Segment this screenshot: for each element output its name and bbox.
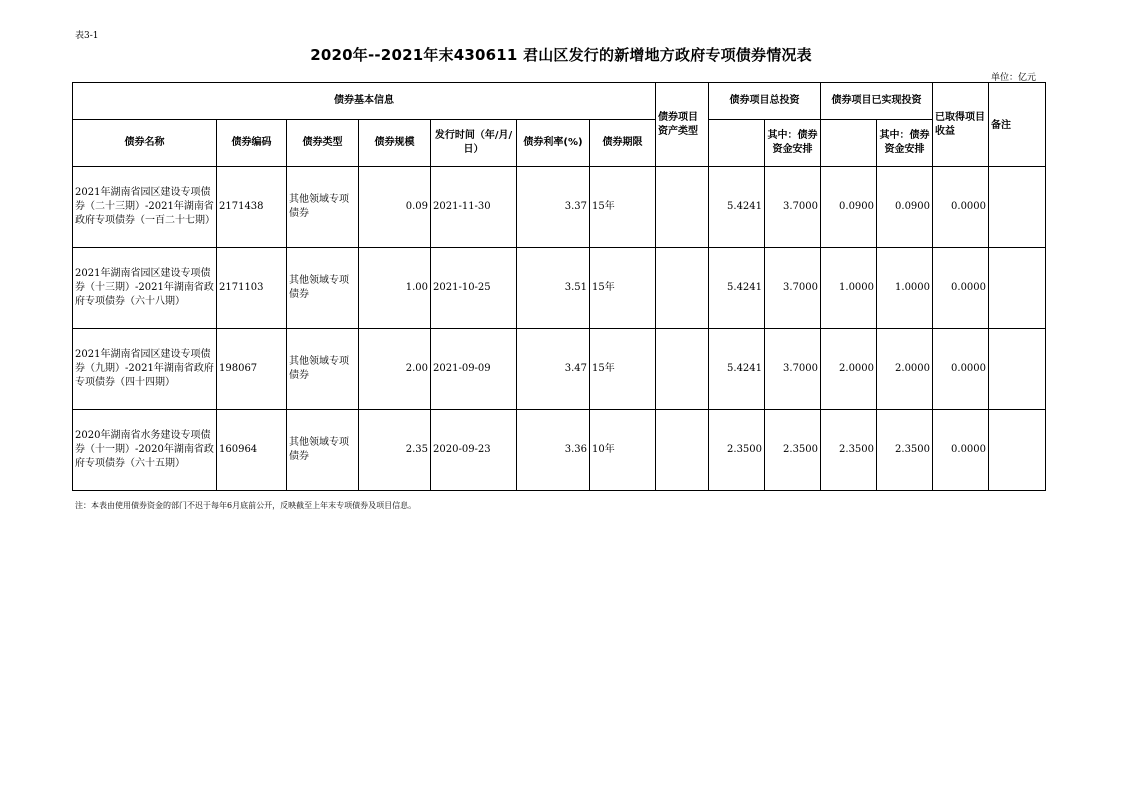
header-row-bottom <box>73 120 1046 167</box>
header-name: 债券名称 <box>73 120 217 167</box>
cell-asset-type <box>656 329 709 410</box>
header-code: 债券编码 <box>217 120 287 167</box>
cell-remarks <box>989 248 1046 329</box>
cell-realized-invest: 2.0000 <box>821 329 877 410</box>
cell-asset-type <box>656 167 709 248</box>
cell-income: 0.0000 <box>933 167 989 248</box>
table-row <box>73 248 1046 329</box>
cell-remarks <box>989 167 1046 248</box>
cell-realized-invest: 1.0000 <box>821 248 877 329</box>
header-term: 债券期限 <box>590 120 656 167</box>
cell-total-bond: 3.7000 <box>765 329 821 410</box>
bond-table <box>72 82 1046 491</box>
cell-date: 2021-09-09 <box>431 329 517 410</box>
cell-name: 2021年湖南省园区建设专项债券（十三期）-2021年湖南省政府专项债券（六十八期） <box>73 248 217 329</box>
unit-label: 单位：亿元 <box>990 73 1036 83</box>
header-asset-type: 债券项目资产类型 <box>656 83 709 167</box>
table-row <box>73 167 1046 248</box>
cell-scale: 2.00 <box>359 329 431 410</box>
cell-code: 198067 <box>217 329 287 410</box>
cell-rate: 3.36 <box>517 410 590 491</box>
cell-realized-bond: 2.3500 <box>877 410 933 491</box>
header-basic-info: 债券基本信息 <box>73 83 656 120</box>
cell-code: 160964 <box>217 410 287 491</box>
cell-term: 10年 <box>590 410 656 491</box>
cell-term: 15年 <box>590 329 656 410</box>
cell-type: 其他领域专项债券 <box>287 329 359 410</box>
cell-scale: 0.09 <box>359 167 431 248</box>
cell-realized-bond: 2.0000 <box>877 329 933 410</box>
cell-total-invest: 5.4241 <box>709 167 765 248</box>
cell-name: 2021年湖南省园区建设专项债券（九期）-2021年湖南省政府专项债券（四十四期） <box>73 329 217 410</box>
cell-realized-invest: 0.0900 <box>821 167 877 248</box>
cell-date: 2021-10-25 <box>431 248 517 329</box>
cell-scale: 1.00 <box>359 248 431 329</box>
page-title: 2020年--2021年末430611 君山区发行的新增地方政府专项债券情况表 <box>310 46 812 64</box>
cell-realized-bond: 1.0000 <box>877 248 933 329</box>
cell-total-bond: 3.7000 <box>765 248 821 329</box>
header-scale: 债券规模 <box>359 120 431 167</box>
table-row <box>73 329 1046 410</box>
cell-rate: 3.37 <box>517 167 590 248</box>
cell-remarks <box>989 329 1046 410</box>
cell-type: 其他领域专项债券 <box>287 167 359 248</box>
header-realized-of-which: 其中：债券资金安排 <box>877 120 933 167</box>
cell-total-bond: 3.7000 <box>765 167 821 248</box>
cell-income: 0.0000 <box>933 410 989 491</box>
cell-realized-invest: 2.3500 <box>821 410 877 491</box>
sheet-tag: 表3-1 <box>75 31 99 41</box>
cell-type: 其他领域专项债券 <box>287 248 359 329</box>
header-rate: 债券利率(%) <box>517 120 590 167</box>
header-issue-date: 发行时间（年/月/日） <box>431 120 517 167</box>
cell-remarks <box>989 410 1046 491</box>
header-total-invest: 债券项目总投资 <box>709 83 821 120</box>
cell-code: 2171103 <box>217 248 287 329</box>
cell-total-bond: 2.3500 <box>765 410 821 491</box>
cell-name: 2021年湖南省园区建设专项债券（二十三期）-2021年湖南省政府专项债券（一百二十七期） <box>73 167 217 248</box>
cell-total-invest: 5.4241 <box>709 329 765 410</box>
header-remarks: 备注 <box>989 83 1046 167</box>
cell-asset-type <box>656 248 709 329</box>
cell-asset-type <box>656 410 709 491</box>
cell-total-invest: 5.4241 <box>709 248 765 329</box>
footnote: 注：本表由使用债券资金的部门不迟于每年6月底前公开，反映截至上年末专项债券及项目信息。 <box>75 501 417 510</box>
header-type: 债券类型 <box>287 120 359 167</box>
header-total-of-which: 其中：债券资金安排 <box>765 120 821 167</box>
cell-type: 其他领域专项债券 <box>287 410 359 491</box>
header-realized-invest: 债券项目已实现投资 <box>821 83 933 120</box>
cell-scale: 2.35 <box>359 410 431 491</box>
header-row-top <box>73 83 1046 120</box>
cell-date: 2021-11-30 <box>431 167 517 248</box>
cell-term: 15年 <box>590 167 656 248</box>
cell-date: 2020-09-23 <box>431 410 517 491</box>
header-income: 已取得项目收益 <box>933 83 989 167</box>
cell-income: 0.0000 <box>933 248 989 329</box>
cell-rate: 3.51 <box>517 248 590 329</box>
cell-code: 2171438 <box>217 167 287 248</box>
cell-income: 0.0000 <box>933 329 989 410</box>
table-row <box>73 410 1046 491</box>
cell-rate: 3.47 <box>517 329 590 410</box>
cell-realized-bond: 0.0900 <box>877 167 933 248</box>
cell-term: 15年 <box>590 248 656 329</box>
cell-name: 2020年湖南省水务建设专项债券（十一期）-2020年湖南省政府专项债券（六十五期） <box>73 410 217 491</box>
header-realized-blank <box>821 120 877 167</box>
header-total-blank <box>709 120 765 167</box>
cell-total-invest: 2.3500 <box>709 410 765 491</box>
